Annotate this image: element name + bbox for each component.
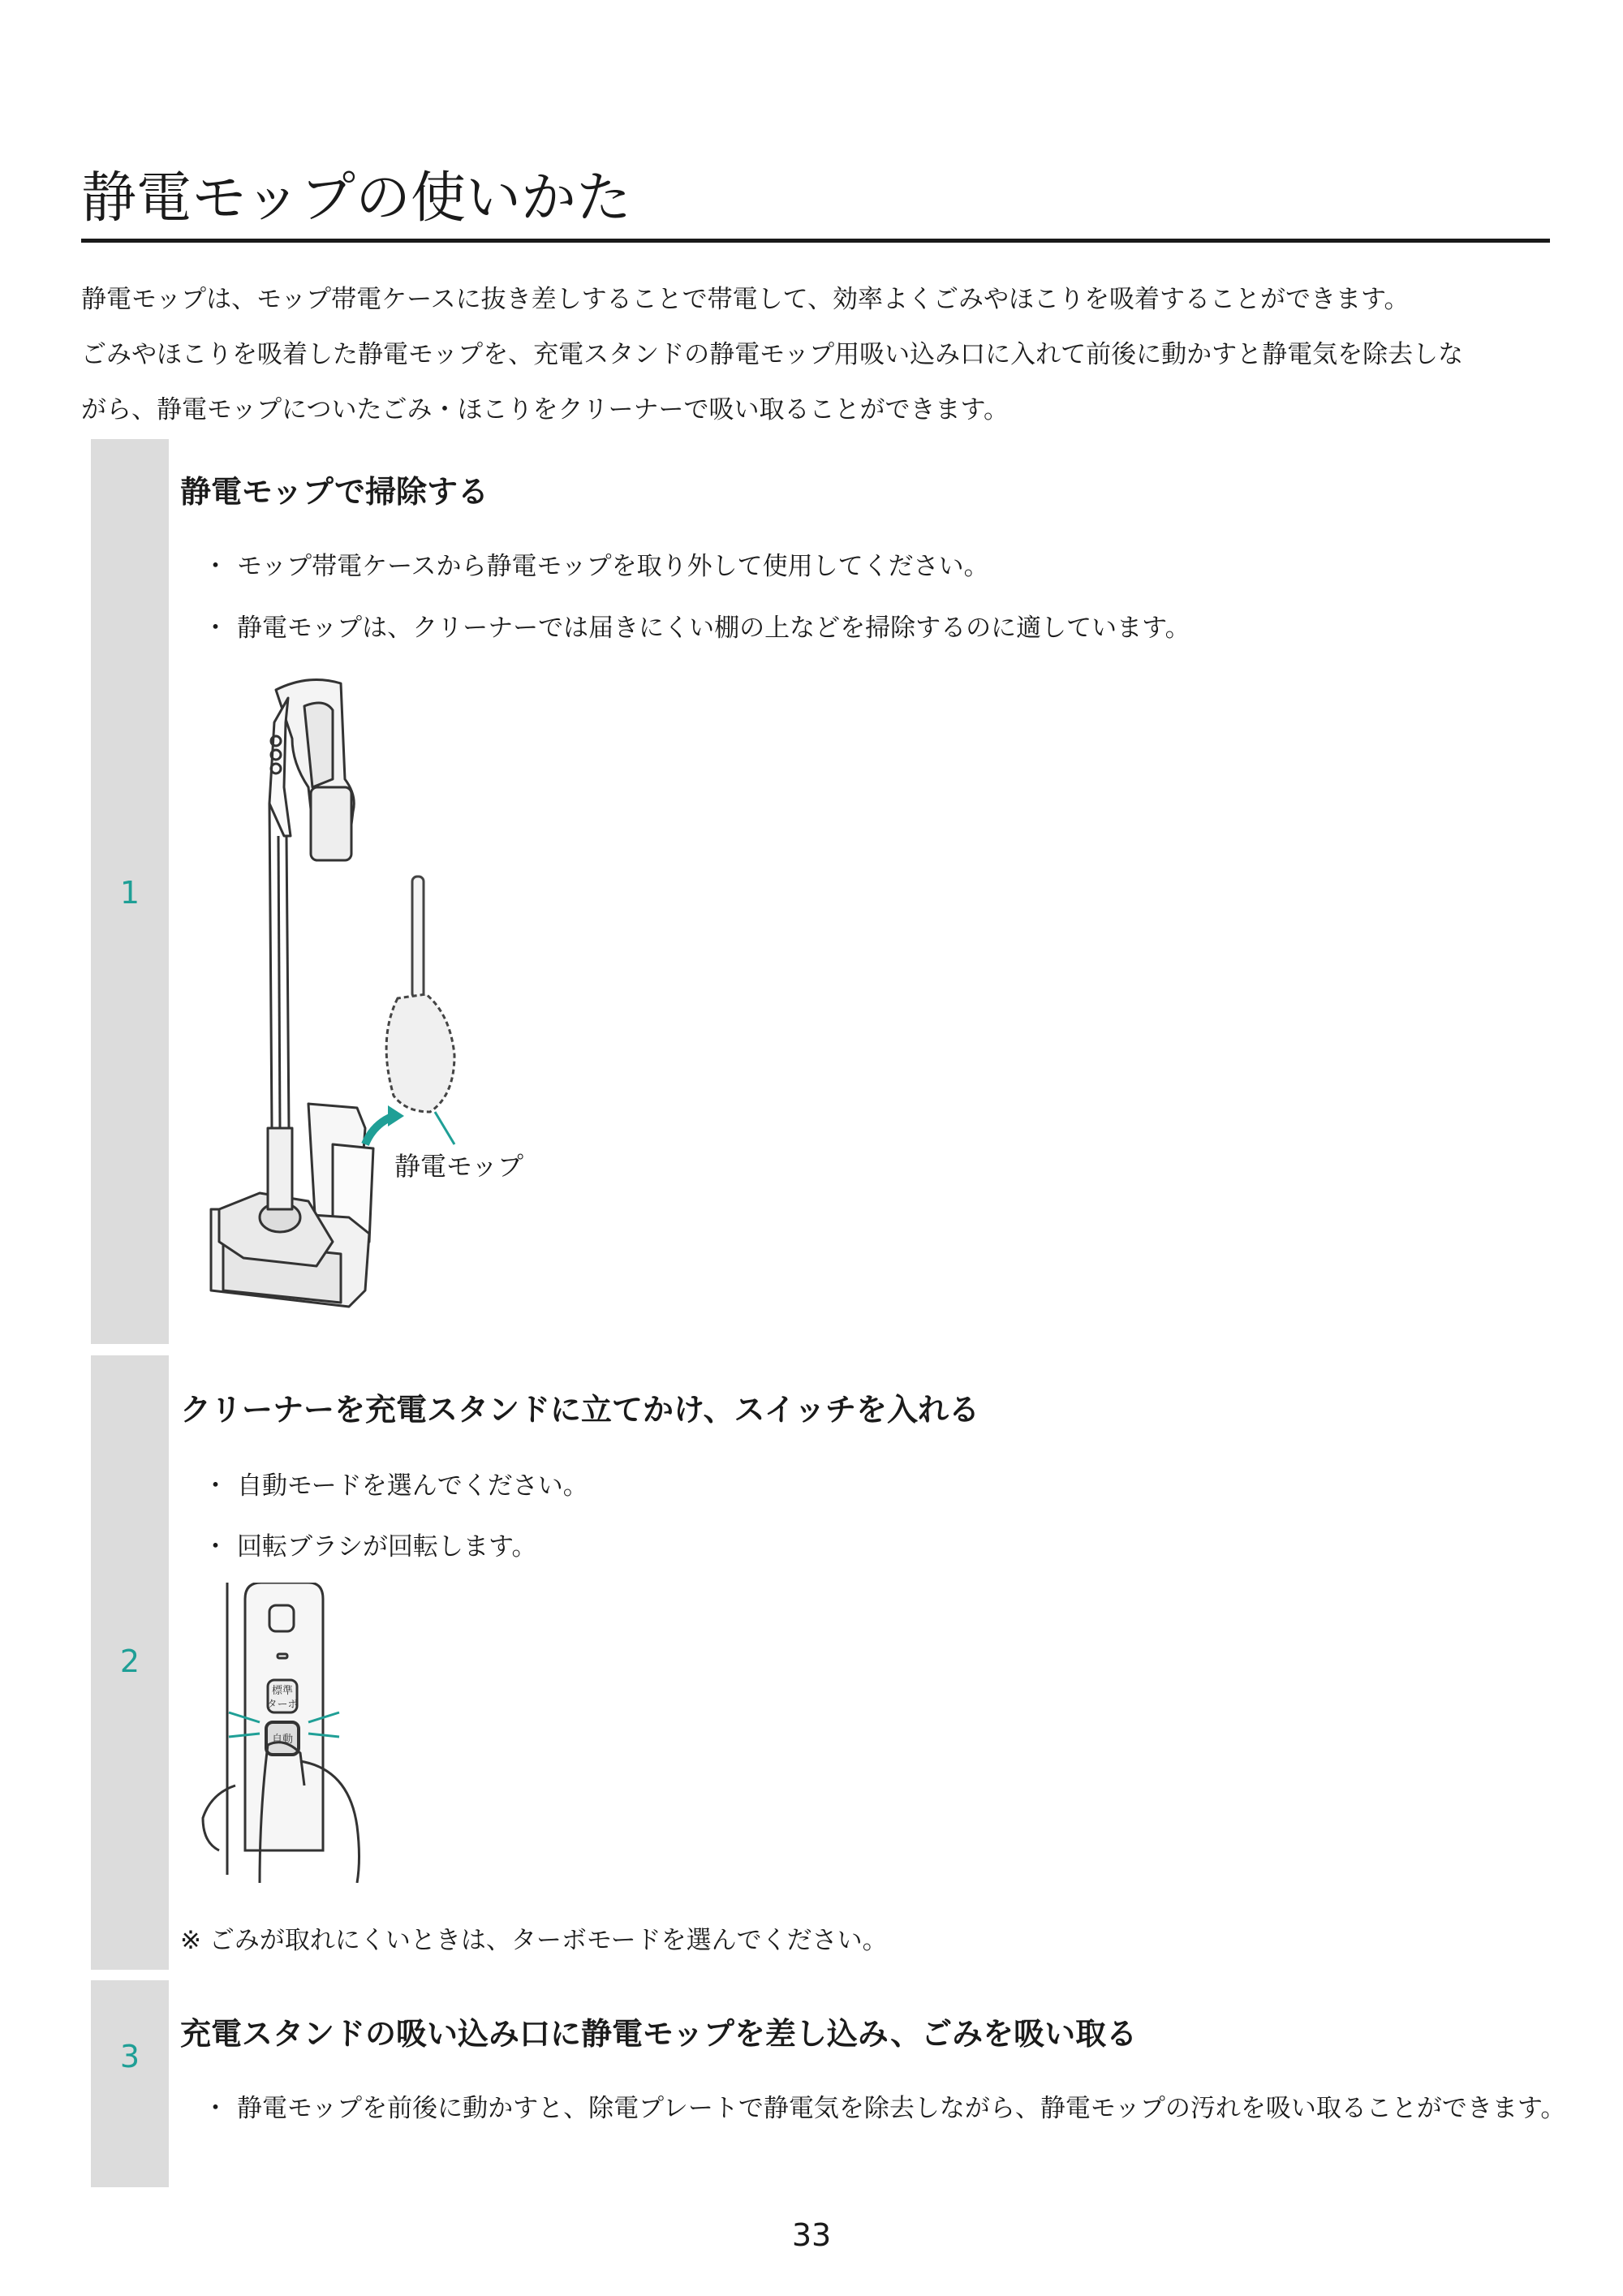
step-3-title: 充電スタンドの吸い込み口に静電モップを差し込み、ごみを吸い取る bbox=[180, 2016, 1138, 2052]
bullet-text: 自動モードを選んでください。 bbox=[237, 1471, 588, 1501]
bullet-dot: ・ bbox=[203, 2094, 228, 2123]
step-1-number: 1 bbox=[119, 875, 140, 911]
bullet-dot: ・ bbox=[203, 614, 228, 643]
vacuum-mop-illustration bbox=[195, 674, 568, 1323]
bullet-dot: ・ bbox=[203, 552, 228, 581]
intro-text bbox=[81, 272, 1558, 437]
step-2-note: ※ ごみが取れにくいときは、ターボモードを選んでください。 bbox=[180, 1926, 888, 1955]
switch-label-standard: 標準 bbox=[271, 1685, 294, 1697]
intro-line: がら、静電モップについたごみ・ほこりをクリーナーで吸い取ることができます。 bbox=[81, 395, 1009, 424]
bullet-text: 静電モップは、クリーナーでは届きにくい棚の上などを掃除するのに適しています。 bbox=[237, 614, 1190, 643]
bullet-dot: ・ bbox=[203, 1532, 228, 1562]
bullet-dot: ・ bbox=[203, 1471, 228, 1501]
step-3-bar bbox=[91, 1980, 169, 2187]
step-2-number: 2 bbox=[119, 1643, 140, 1679]
step-3-number: 3 bbox=[119, 2039, 140, 2074]
intro-line: ごみやほこりを吸着した静電モップを、充電スタンドの静電モップ用吸い込み口に入れて前後に動かすと静電気を除去しな bbox=[81, 340, 1464, 369]
step-1-title: 静電モップで掃除する bbox=[180, 474, 489, 510]
step-1-bullet bbox=[203, 545, 989, 582]
switch-label-turbo: ターボ bbox=[266, 1699, 299, 1711]
mop-caption: 静電モップ bbox=[394, 1151, 524, 1182]
switch-label-auto: 自動 bbox=[271, 1734, 294, 1746]
intro-line: 静電モップは、モップ帯電ケースに抜き差しすることで帯電して、効率よくごみやほこりを吸着することができます。 bbox=[81, 285, 1410, 314]
step-3-bullet bbox=[203, 2087, 1565, 2124]
switch-illustration bbox=[187, 1583, 381, 1883]
step-1-bullet bbox=[203, 607, 1190, 644]
page-number: 33 bbox=[791, 2217, 832, 2253]
step-2-bullet bbox=[203, 1526, 537, 1562]
step-2-title: クリーナーを充電スタンドに立てかけ、スイッチを入れる bbox=[180, 1392, 979, 1428]
step-2-bullet bbox=[203, 1465, 588, 1501]
bullet-text: 回転ブラシが回転します。 bbox=[237, 1532, 537, 1562]
page-title: 静電モップの使いかた bbox=[81, 162, 1550, 243]
bullet-text: モップ帯電ケースから静電モップを取り外して使用してください。 bbox=[237, 552, 989, 581]
bullet-text: 静電モップを前後に動かすと、除電プレートで静電気を除去しながら、静電モップの汚れを吸い取ることができます。 bbox=[237, 2094, 1566, 2123]
